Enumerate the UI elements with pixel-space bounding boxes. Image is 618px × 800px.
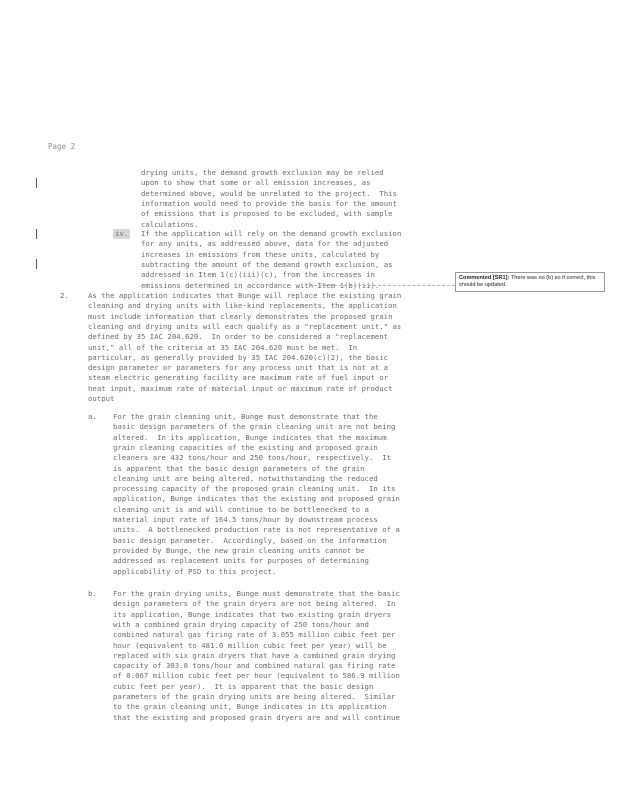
text-line: that the existing and proposed grain dryers are and will continue [113, 712, 400, 722]
text-line: For the grain cleaning unit, Bunge must demonstrate that the [113, 412, 378, 421]
text-line: drying units, the demand growth exclusion may be relied [141, 168, 384, 177]
text-line: increases in emissions from these units, calculated by [141, 249, 380, 259]
text-line: altered. In its application, Bunge indicates that the maximum [113, 432, 387, 442]
comment-connector [309, 285, 455, 286]
text-line: information would need to provide the basis for the amount [141, 198, 397, 208]
text-line: replaced with six grain dryers that have a combined grain drying [113, 650, 396, 660]
text-line: units. A bottlenecked production rate is not representative of a [113, 525, 400, 535]
text-line: addressed as replacement units for purposes of determining [113, 556, 369, 566]
text-line: cleaners are 432 tons/hour and 250 tons/hour, respectively. It [113, 453, 392, 463]
text-line: provided by Bunge, the new grain cleaning units cannot be [113, 545, 365, 555]
text-line: steam electric generating facility are maximum rate of fuel input or [88, 373, 389, 383]
change-bar [36, 229, 37, 239]
text-line: particular, as generally provided by 35 IAC 204.620(c)(2), the basic [88, 352, 389, 362]
text-line: upon to show that some or all emission increases, as [141, 178, 371, 188]
text-line: capacity of 303.8 tons/hour and combined natural gas firing rate [113, 661, 396, 671]
text-line: design parameters of the grain dryers are not being altered. In [113, 599, 396, 609]
item-label-b: b. [88, 589, 97, 598]
comment-balloon[interactable] [455, 272, 605, 292]
text-line: defined by 35 IAC 204.620. In order to be considered a "replacement [88, 332, 389, 342]
text-line: application, Bunge indicates that the existing and proposed grain [113, 494, 400, 504]
item-label-a: a. [88, 412, 97, 421]
text-line: basic design parameter. Accordingly, based on the information [113, 535, 387, 545]
text-line: is apparent that the basic design parameters of the grain [113, 463, 365, 473]
text-line: calculations. [141, 219, 199, 229]
text-line: basic design parameters of the grain cleaning unit are not being [113, 422, 396, 432]
text-line: its application, Bunge indicates that two existing grain dryers [113, 609, 392, 619]
text-line: cleaning unit is and will continue to be bottlenecked to a [113, 504, 369, 514]
text-line: determined above, would be unrelated to the project. This [141, 188, 397, 198]
text-line: subtracting the amount of the demand growth exclusion, as [141, 259, 393, 269]
comment-text: There was no (b) so if correct, this should be updated. [459, 275, 596, 289]
text-line: addressed in Item 1(c)(iii)(c), from the increases in [141, 270, 375, 280]
item-label-iv: iv. [115, 229, 129, 238]
text-line: with a combined grain drying capacity of 250 tons/hour and [113, 619, 369, 629]
text-line: design parameter or parameters for any process unit that is not at a [88, 363, 389, 373]
text-line: must include information that clearly demonstrates the proposed grain [88, 311, 393, 321]
text-line: applicability of PSD to this project. [113, 566, 277, 576]
comment-author-tag: Commented [SR1]: [459, 275, 510, 281]
text-line: cubic feet per year). It is apparent that the basic design [113, 681, 374, 691]
text-line: grain cleaning capacities of the existing and proposed grain [113, 442, 378, 452]
text-line: cleaning and drying units will each qualify as a "replacement unit," as [88, 321, 402, 331]
text-line: If the application will rely on the demand growth exclusion [141, 229, 402, 238]
text-line: for any units, as addressed above, data for the adjusted [141, 239, 389, 249]
text-line: parameters of the grain drying units are being altered. Similar [113, 692, 396, 701]
page-header: Page 2 [48, 142, 76, 151]
item-number-2: 2. [60, 291, 69, 300]
text-line: to the grain cleaning unit, Bunge indicates in its application [113, 702, 387, 712]
text-line: cleaning unit are being altered, notwithstanding the reduced [113, 473, 378, 483]
text-line: emissions determined in accordance with Item 1(b)(ii). [141, 280, 380, 290]
text-line: output [88, 394, 115, 403]
change-bar [36, 259, 37, 269]
text-line: combined natural gas firing rate of 3.055 million cubic feet per [113, 630, 396, 640]
text-line: hour (equivalent to 481.0 million cubic feet per year) will be [113, 640, 387, 650]
text-line: heat input, maximum rate of material input or maximum rate of product [88, 383, 393, 393]
text-line: unit," all of the criteria at 35 IAC 204.620 must be met. In [88, 342, 358, 352]
text-line: processing capacity of the proposed grain cleaning unit. In its [113, 484, 396, 494]
text-line: For the grain drying units, Bunge must demonstrate that the basic [113, 589, 400, 598]
change-bar [36, 178, 37, 188]
text-line: As the application indicates that Bunge will replace the existing grain [88, 291, 402, 300]
text-line: material input rate of 164.5 tons/hour by downstream process [113, 515, 378, 524]
text-line: cleaning and drying units with like-kind replacements, the application [88, 301, 397, 311]
text-line: of 0.067 million cubic feet per hour (equivalent to 586.9 million [113, 671, 400, 681]
text-line: of emissions that is proposed to be excluded, with sample [141, 209, 393, 219]
